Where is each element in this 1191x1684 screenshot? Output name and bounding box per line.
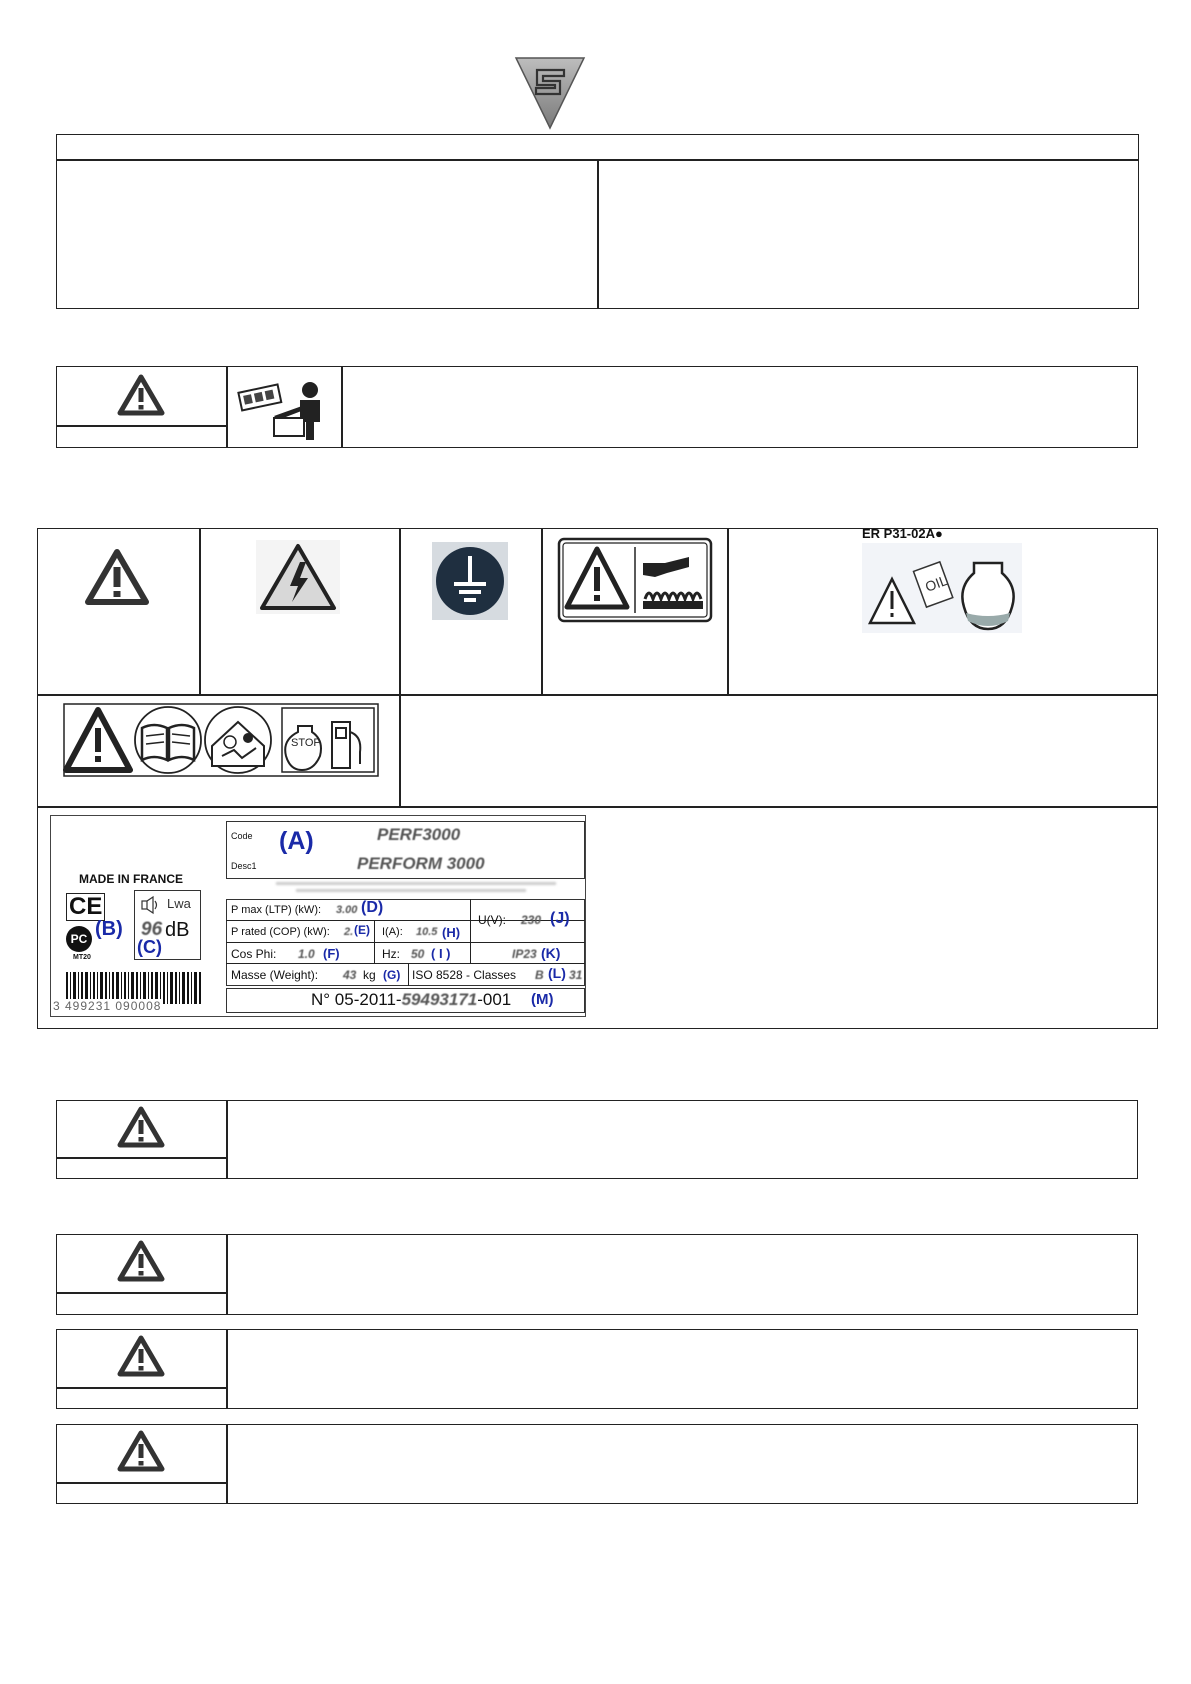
cosphi-value: 1.0: [298, 947, 315, 961]
warning-block-3: [56, 1234, 1138, 1315]
earth-ground-icon: [432, 542, 508, 620]
ia-label: I(A):: [382, 926, 403, 938]
hz-label: Hz:: [382, 947, 400, 961]
serial-value: 59493171: [401, 990, 478, 1009]
pmax-value: 3.00: [336, 904, 358, 916]
code-marker: (A): [279, 827, 314, 855]
svg-text:OIL: OIL: [922, 571, 950, 595]
g-marker: (G): [383, 968, 401, 982]
mass-label: Masse (Weight):: [231, 968, 319, 982]
h-marker: (H): [442, 925, 461, 940]
warning-triangle-icon: [117, 374, 165, 416]
warning-block-1: [56, 366, 1138, 448]
hz-value: 50: [411, 947, 425, 961]
code-value: PERF3000: [377, 825, 461, 844]
iso-label: ISO 8528 - Classes: [412, 968, 517, 982]
warning-block-5: [56, 1424, 1138, 1504]
electric-hazard-icon: [256, 540, 340, 614]
l-marker: (L): [548, 965, 566, 981]
serial-suffix: -001: [477, 990, 512, 1009]
mass-unit: kg: [363, 968, 376, 982]
made-in-label: MADE IN FRANCE: [79, 872, 183, 886]
e-marker: (E): [354, 923, 370, 937]
pmax-label: P max (LTP) (kW):: [231, 904, 322, 916]
lwa-value: 96: [141, 919, 163, 940]
warning-triangle-icon: [117, 1335, 165, 1377]
mass-value: 43: [343, 968, 357, 982]
ce-mark: CE: [66, 893, 105, 921]
plate-address-line-2: [296, 889, 526, 892]
i-marker: ( I ): [431, 946, 451, 961]
desc-label: Desc1: [231, 861, 257, 871]
c-marker: (C): [137, 937, 162, 957]
mt-mark: MT20: [73, 954, 91, 961]
read-manual-icon: [62, 702, 380, 778]
iso-tail: 31: [569, 968, 583, 982]
serial-prefix: N° 05-2011-: [311, 990, 402, 1009]
oil-label-code: ER P31-02A●: [862, 526, 943, 541]
k-marker: (K): [541, 945, 561, 961]
j-marker: (J): [550, 910, 570, 927]
plate-address-line: [276, 882, 556, 885]
triangle-logo-icon: [512, 54, 588, 132]
iso-value: B: [535, 968, 544, 982]
b-marker: (B): [95, 918, 123, 940]
desc-value: PERFORM 3000: [357, 854, 485, 873]
ip-value: IP23: [512, 947, 537, 961]
prated-label: P rated (COP) (kW):: [231, 926, 330, 938]
pictogram-stop-label: STOP: [291, 737, 321, 749]
f-marker: (F): [323, 946, 340, 961]
unpacking-pictogram-icon: [234, 376, 330, 442]
m-marker: (M): [531, 991, 554, 1008]
header-column-divider: [597, 160, 599, 309]
d-marker: (D): [361, 899, 384, 916]
serial-number: [311, 990, 511, 1010]
code-label: Code: [231, 831, 253, 841]
uv-label: U(V):: [478, 913, 506, 927]
warning-block-2: [56, 1100, 1138, 1179]
rc-mark: PC: [66, 926, 92, 952]
db-unit: dB: [165, 919, 190, 941]
lwa-label: Lwa: [167, 896, 191, 911]
ia-value: 10.5: [416, 926, 438, 938]
warning-triangle-icon: [117, 1106, 165, 1148]
prated-value: 2.: [344, 926, 354, 938]
warning-triangle-icon: [117, 1240, 165, 1282]
warning-triangle-icon: [117, 1430, 165, 1472]
uv-value: 230: [521, 913, 542, 927]
barcode-number: 3 499231 090008: [53, 999, 162, 1013]
cosphi-label: Cos Phi:: [231, 947, 277, 961]
warning-block-4: [56, 1329, 1138, 1409]
general-warning-icon: [84, 548, 150, 606]
oil-level-icon: [862, 543, 1022, 633]
speaker-icon: [140, 895, 162, 915]
hot-surface-icon: [557, 537, 713, 623]
